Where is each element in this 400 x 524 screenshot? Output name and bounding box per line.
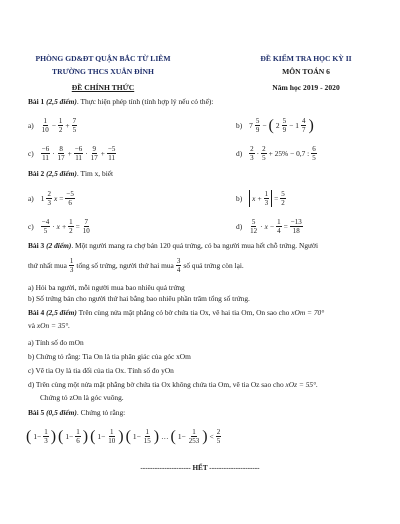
bai4-text2a: và — [28, 321, 35, 330]
bai3-text2b: tổng số trứng, người thứ hai mua — [76, 261, 174, 270]
school-name: TRƯỜNG THCS XUÂN ĐỈNH — [52, 67, 154, 76]
bai1-title: Bài 1 — [28, 97, 45, 106]
bai4-question-a: a) Tính số đo mOn — [28, 338, 84, 347]
official-exam-label: ĐỀ CHÍNH THỨC — [71, 83, 135, 92]
fraction-one-third: 1 3 — [69, 257, 74, 274]
bai3-text2c: số quả trứng còn lại. — [183, 261, 244, 270]
department-name: PHÒNG GD&ĐT QUẬN BẮC TỪ LIÊM — [35, 54, 171, 63]
bai4-question-d — [28, 380, 318, 390]
bai4-title: Bài 4 — [28, 308, 45, 317]
bai4-line2 — [28, 321, 70, 331]
bai3-line2 — [28, 257, 244, 274]
bai1-text: . Thực hiện phép tính (tính hợp lý nếu có thể): — [76, 97, 214, 106]
fraction-three-quarters: 3 4 — [176, 257, 181, 274]
bai1-heading — [28, 97, 213, 107]
bai4-points: (2,5 điểm) — [46, 308, 77, 317]
bai2-a-label: a) — [28, 194, 34, 203]
bai4-angle-xoz: xOz = 55°. — [285, 380, 318, 389]
bai1-d-label: d) — [236, 149, 243, 158]
bai4-text-d1: d) Trên cùng một nửa mặt phẳng bờ chứa tia Ox không chứa tia Om, vẽ tia Oz sao cho — [28, 380, 284, 389]
bai2-b: b) x + $\frac{1}{3}$ = $\frac{5}{2}$ — [236, 190, 285, 207]
bai3-points: (2 điểm) — [46, 241, 72, 250]
bai5-text: . Chứng tỏ rằng: — [76, 408, 126, 417]
exam-title: ĐỀ KIỂM TRA HỌC KỲ II — [260, 54, 352, 63]
bai3-text2a: thứ nhất mua — [28, 261, 67, 270]
bai1-a-label: a) — [28, 121, 34, 130]
bai5-points: (0,5 điểm) — [46, 408, 77, 417]
bai2-points: (2,5 điểm) — [46, 169, 77, 178]
bai1-c-label: c) — [28, 149, 34, 158]
bai5-heading — [28, 408, 125, 418]
bai2-a: a) 1 2 3 x = $\frac{-5}{6}$ — [28, 190, 74, 207]
bai5-title: Bài 5 — [28, 408, 45, 417]
bai3-question-b: b) Số trứng bán cho người thứ hai bằng bao nhiêu phần trăm tổng số trứng. — [28, 294, 250, 303]
school-year: Năm học 2019 - 2020 — [272, 83, 340, 92]
bai4-question-c: c) Vẽ tia Oy là tia đối của tia Ox. Tính số đo yOn — [28, 366, 174, 375]
bai4-angle-xon: xOn = 35°. — [36, 321, 71, 330]
bai2-text: . Tìm x, biết — [76, 169, 114, 178]
bai1-d: d) 2 3 · 2 5 + 25% − 0,7 : 6 5 — [236, 145, 316, 162]
bai2-heading — [28, 169, 113, 179]
bai4-question-b: b) Chứng tỏ rằng: Tia On là tia phân giác của góc xOm — [28, 352, 191, 361]
bai5-inequality: ( 1− $\frac{1}{3}$ ) ( 1− $\frac{1}{6}$ ) ( 1− $\frac{1}{10}$ ) ( 1− $\frac{1}{15}$ ) … ( 1− $\frac{1}{253}$ ) < 2 5 — [26, 427, 221, 445]
bai1-points: (2,5 điểm) — [46, 97, 77, 106]
bai4-text1: Trên cùng nửa mặt phẳng có bờ chứa tia Ox, vẽ hai tia Om, On sao cho — [76, 308, 290, 317]
bai3-question-a: a) Hỏi ba người, mỗi người mua bao nhiêu quả trứng — [28, 283, 185, 292]
bai2-b-label: b) — [236, 194, 243, 203]
bai4-question-d-line2: Chứng tỏ zOn là góc vuông. — [40, 393, 124, 402]
bai2-c: c) −4 5 · x + $\frac{1}{2}$ = $\frac{7}{10}$ — [28, 218, 90, 235]
end-marker: --------------------- HẾT --------------------- — [140, 464, 260, 472]
bai4-angle-xom: xOm = 70° — [291, 308, 325, 317]
bai3-title: Bài 3 — [28, 241, 45, 250]
bai2-title: Bài 2 — [28, 169, 45, 178]
bai1-b-label: b) — [236, 121, 243, 130]
bai3-line1 — [28, 241, 318, 251]
bai4-line1 — [28, 308, 324, 318]
bai3-text1: . Một người mang ra chợ bán 120 quả trứng, có ba người mua hết chỗ trứng. Người — [71, 241, 319, 250]
bai2-d: d) 5 12 · x − $\frac{1}{4}$ = $\frac{-13}{18}$ — [236, 218, 302, 235]
bai1-a: a) 1 10 − $\frac{1}{2}$ + $\frac{7}{5}$ — [28, 117, 77, 134]
bai2-c-label: c) — [28, 222, 34, 231]
bai2-d-label: d) — [236, 222, 243, 231]
bai1-b: b) 7 5 9 − ( 2 5 9 − 1 4 7 ) — [236, 116, 314, 134]
subject: MÔN TOÁN 6 — [282, 67, 330, 76]
bai1-c: c) −6 11 · 8 17 + $\frac{-6}{11}$ · 9 17 + $\frac{-5}{11}$ — [28, 145, 116, 162]
